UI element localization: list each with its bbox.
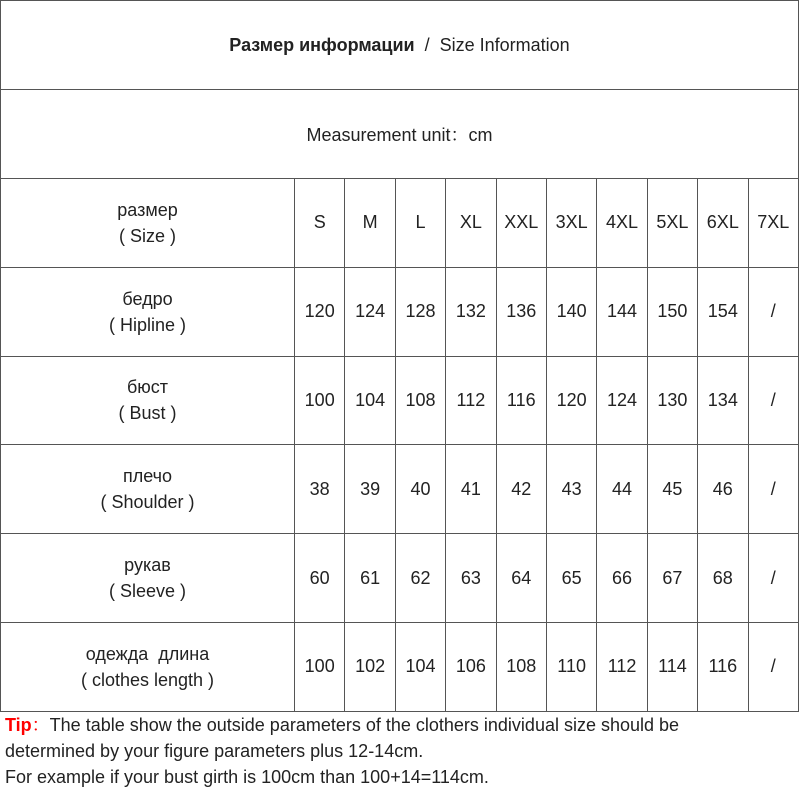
measurement-unit: Measurement unit：cm [306, 125, 493, 145]
table-row-size [1, 179, 799, 268]
value-cell: 116 [496, 356, 546, 445]
value-cell: 45 [647, 445, 697, 534]
value-cell: 124 [345, 267, 395, 356]
row-label-shoulder [1, 445, 295, 534]
value-cell: 68 [698, 534, 748, 623]
value-cell: 154 [698, 267, 748, 356]
title-english: Size Information [439, 34, 570, 55]
table-row-bust [1, 356, 799, 445]
table-row-hipline [1, 267, 799, 356]
value-cell: 46 [698, 445, 748, 534]
page-title [229, 35, 569, 56]
size-cell: 7XL [748, 179, 798, 268]
row-label-ru: размер [117, 199, 178, 220]
size-cell: 4XL [597, 179, 647, 268]
row-label-ru: бюст [126, 377, 169, 398]
tip-colon: ： [31, 715, 50, 735]
row-label-ru: рукав [124, 555, 171, 576]
value-cell: 62 [395, 534, 445, 623]
value-cell: 60 [295, 534, 345, 623]
value-cell: 63 [446, 534, 496, 623]
title-russian: Размер информации [229, 34, 415, 55]
row-label-sleeve [1, 534, 295, 623]
row-label-en: ( Bust ) [118, 403, 177, 424]
value-cell: 112 [597, 622, 647, 711]
unit-box [0, 89, 799, 178]
row-label-size [1, 179, 295, 268]
value-cell: 106 [446, 622, 496, 711]
value-cell: / [748, 622, 798, 711]
value-cell: 128 [395, 267, 445, 356]
tip-line-1 [5, 712, 795, 738]
row-label-hipline [1, 267, 295, 356]
tip-line-2: determined by your figure parameters plus 12-14cm. [5, 741, 424, 761]
value-cell: 44 [597, 445, 647, 534]
row-label-ru: плечо [122, 466, 173, 487]
size-cell: S [295, 179, 345, 268]
row-label-en: ( Hipline ) [108, 314, 187, 335]
row-label-en: ( Size ) [118, 225, 176, 246]
value-cell: 104 [395, 622, 445, 711]
value-cell: 102 [345, 622, 395, 711]
value-cell: 39 [345, 445, 395, 534]
value-cell: 112 [446, 356, 496, 445]
value-cell: 124 [597, 356, 647, 445]
size-table [0, 178, 799, 712]
table-row-sleeve [1, 534, 799, 623]
value-cell: 130 [647, 356, 697, 445]
value-cell: 100 [295, 622, 345, 711]
tip-text-1: The table show the outside parameters of the clothers individual size should be [49, 715, 680, 735]
table-row-clothes-length [1, 622, 799, 711]
value-cell: 120 [295, 267, 345, 356]
row-label-ru: одежда длина [85, 643, 210, 664]
value-cell: 132 [446, 267, 496, 356]
title-separator: / [424, 34, 430, 55]
title-box [0, 0, 799, 89]
value-cell: / [748, 445, 798, 534]
value-cell: 104 [345, 356, 395, 445]
size-cell: 5XL [647, 179, 697, 268]
tip-label: Tip [5, 715, 32, 735]
value-cell: / [748, 356, 798, 445]
value-cell: 61 [345, 534, 395, 623]
size-cell: M [345, 179, 395, 268]
value-cell: 150 [647, 267, 697, 356]
value-cell: 110 [546, 622, 596, 711]
row-label-en: ( Sleeve ) [108, 581, 187, 602]
value-cell: 134 [698, 356, 748, 445]
value-cell: 42 [496, 445, 546, 534]
value-cell: 41 [446, 445, 496, 534]
value-cell: 144 [597, 267, 647, 356]
value-cell: 100 [295, 356, 345, 445]
value-cell: 43 [546, 445, 596, 534]
tip-note [5, 712, 795, 790]
tip-line-3: For example if your bust girth is 100cm than 100+14=114cm. [5, 767, 489, 787]
value-cell: 114 [647, 622, 697, 711]
value-cell: 108 [395, 356, 445, 445]
value-cell: 116 [698, 622, 748, 711]
row-label-clothes-length [1, 622, 295, 711]
value-cell: 67 [647, 534, 697, 623]
row-label-ru: бедро [122, 288, 173, 309]
value-cell: 136 [496, 267, 546, 356]
value-cell: 66 [597, 534, 647, 623]
value-cell: 108 [496, 622, 546, 711]
value-cell: / [748, 534, 798, 623]
value-cell: 40 [395, 445, 445, 534]
value-cell: 120 [546, 356, 596, 445]
size-cell: 6XL [698, 179, 748, 268]
value-cell: 38 [295, 445, 345, 534]
row-label-bust [1, 356, 295, 445]
value-cell: 64 [496, 534, 546, 623]
size-cell: XL [446, 179, 496, 268]
table-row-shoulder [1, 445, 799, 534]
value-cell: 140 [546, 267, 596, 356]
size-cell: XXL [496, 179, 546, 268]
size-cell: L [395, 179, 445, 268]
row-label-en: ( Shoulder ) [100, 492, 195, 513]
row-label-en: ( clothes length ) [80, 669, 215, 690]
value-cell: 65 [546, 534, 596, 623]
size-cell: 3XL [546, 179, 596, 268]
value-cell: / [748, 267, 798, 356]
